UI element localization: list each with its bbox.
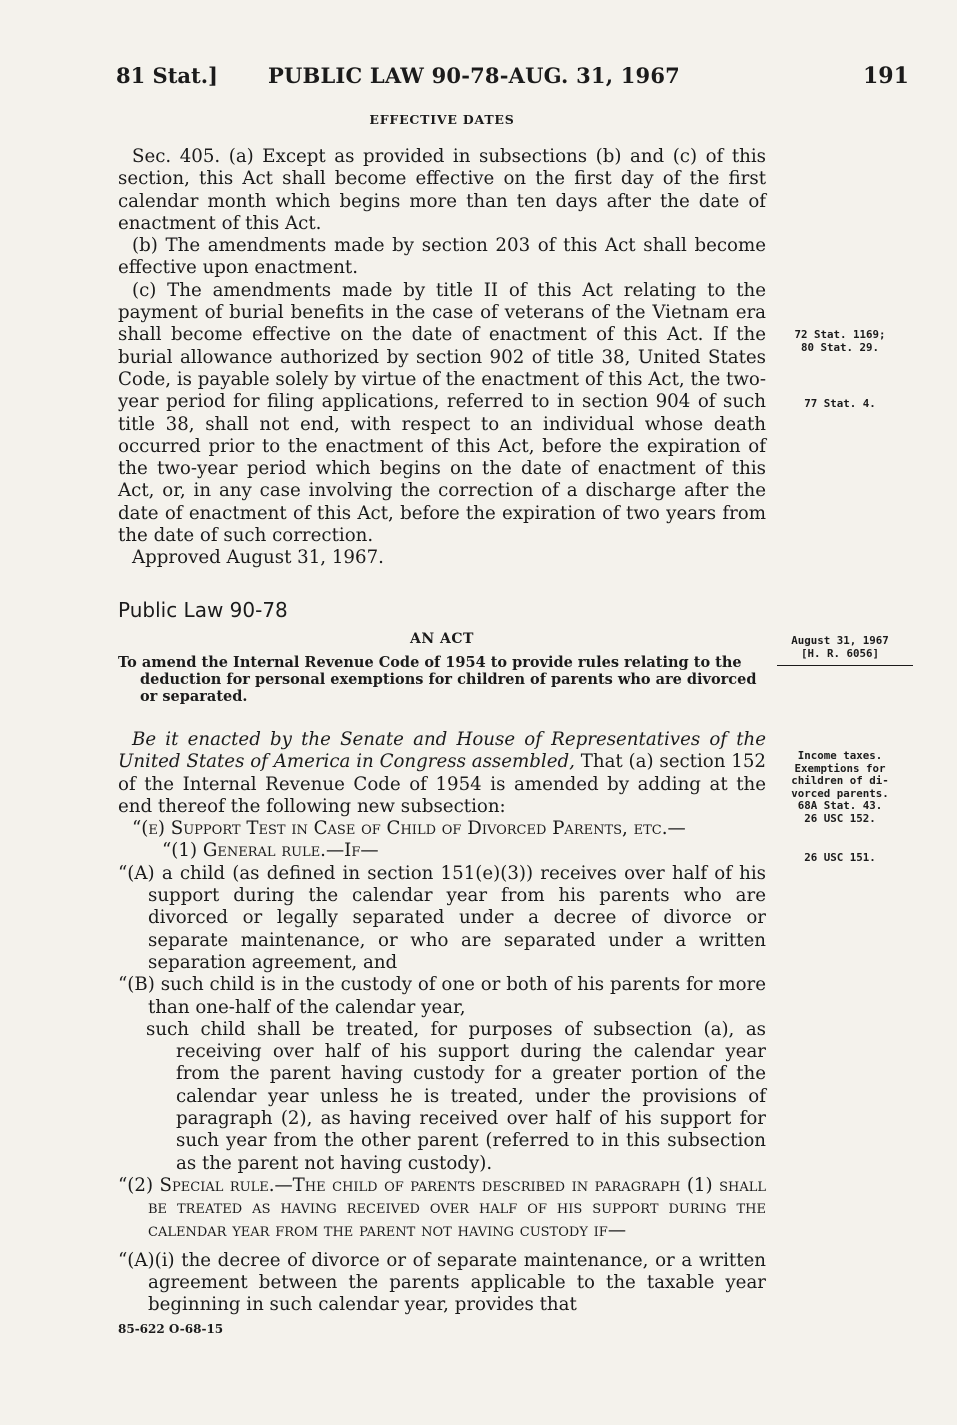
margin-note-line: vorced parents.: [791, 786, 889, 800]
footer-print-code: 85-622 O-68-15: [118, 1322, 224, 1336]
section-heading-effective-dates: EFFECTIVE DATES: [369, 112, 515, 127]
subparagraph-2-A-i: “(A)(i) the decree of divorce or of separate maintenance, or a written agreement between the parents applicable to the taxable year beginning in such calendar year, provides that: [118, 1249, 766, 1316]
running-head-stat: 81 Stat.]: [116, 63, 218, 88]
running-head-title: PUBLIC LAW 90-78-AUG. 31, 1967: [268, 63, 680, 88]
margin-note-stat-citation: [770, 329, 910, 354]
margin-divider: [777, 665, 913, 666]
margin-note-line: 80 Stat. 29.: [800, 340, 879, 354]
margin-note-line: 26 USC 152.: [804, 811, 876, 825]
paragraph-sec-405-a: Sec. 405. (a) Except as provided in subsections (b) and (c) of this section, this Act shall become effective on the first day of the first calendar month which begins more than ten days after the date of enactment of this Act.: [118, 146, 766, 234]
subsection-e-heading: [118, 818, 766, 840]
margin-note-line: [H. R. 6056]: [800, 646, 879, 660]
margin-note-topic: [770, 750, 910, 825]
act-title: [118, 654, 766, 705]
paragraph-sec-405-b: (b) The amendments made by section 203 of this Act shall become effective upon enactment.: [118, 235, 766, 279]
margin-note-line: August 31, 1967: [791, 634, 889, 647]
subparagraph-1-A: “(A) a child (as defined in section 151(e)(3)) receives over half of his support during the calendar year from his parents who are divorced or legally separated under a decree of divorce or separate maintenance, or who are separated under a written separation agreement, and: [118, 862, 766, 973]
page-number: 191: [863, 63, 909, 89]
margin-note-approval-date: [770, 635, 910, 660]
margin-note-line: children of di-: [791, 774, 889, 787]
margin-note-line: 72 Stat. 1169;: [794, 328, 886, 341]
subsection-e-heading-text: “(e) Support Test in Case of Child of Divorced Parents, etc.—: [132, 818, 686, 840]
paragraph-sec-405-c: (c) The amendments made by title II of this Act relating to the payment of burial benefits in the case of veterans of the Vietnam era shall become effective on the date of enactment of this Act. If the burial allowance authorized by section 902 of title 38, United States Code, is payable solely by virtue of the enactment of this Act, the two-year period for filing applications, referred to in section 904 of such title 38, shall not end, with respect to an individual whose death occurred prior to the enactment of this Act, before the expiration of the two-year period which begins on the date of enactment of this Act, or, in any case involving the correction of a discharge after the date of enactment of this Act, before the expiration of two years from the date of such correction.: [118, 279, 766, 547]
margin-note-usc-citation: 26 USC 151.: [804, 851, 876, 864]
act-body: [118, 729, 766, 1317]
paragraph-1-tail: such child shall be treated, for purposes of subsection (a), as receiving over half of his support during the calendar year from the parent having custody for a greater portion of the calendar year unless he is treated, under the provisions of paragraph (2), as having received over half of his support for such year from the other parent (referred to in this subsection as the parent not having custody).: [146, 1018, 766, 1174]
enacting-lead: Be it enacted by the Senate and House of Representatives of the United States of America in Congress assembled,: [118, 729, 766, 773]
margin-note-line: 68A Stat. 43.: [797, 799, 883, 812]
paragraph-1-heading: [118, 840, 766, 862]
approval-line: Approved August 31, 1967.: [132, 547, 384, 569]
paragraph-2-text: “(2) Special rule.—The child of parents described in paragraph (1) shall be treated as having received over half of his support during the calendar year from the parent not having custody if—: [118, 1174, 766, 1241]
margin-note-stat-citation-2: 77 Stat. 4.: [804, 397, 876, 410]
subparagraph-1-B: “(B) such child is in the custody of one or both of his parents for more than one-half of the calendar year,: [118, 974, 766, 1018]
paragraph-2: [118, 1175, 766, 1242]
public-law-heading: Public Law 90-78: [118, 598, 288, 622]
margin-note-line: Exemptions for: [794, 761, 886, 775]
act-title-text: To amend the Internal Revenue Code of 1954 to provide rules relating to the deduction for personal exemptions for children of parents who are divorced or separated.: [118, 654, 757, 705]
enacting-clause: [118, 729, 766, 818]
paragraph-1-heading-text: “(1) General rule.—If—: [162, 840, 379, 862]
act-label: AN ACT: [410, 631, 474, 647]
margin-note-line: Income taxes.: [797, 749, 883, 762]
effective-dates-body: [118, 146, 766, 570]
enacting-rest: That (a) section 152 of the Internal Revenue Code of 1954 is amended by adding at the end thereof the following new subsection:: [118, 751, 766, 817]
